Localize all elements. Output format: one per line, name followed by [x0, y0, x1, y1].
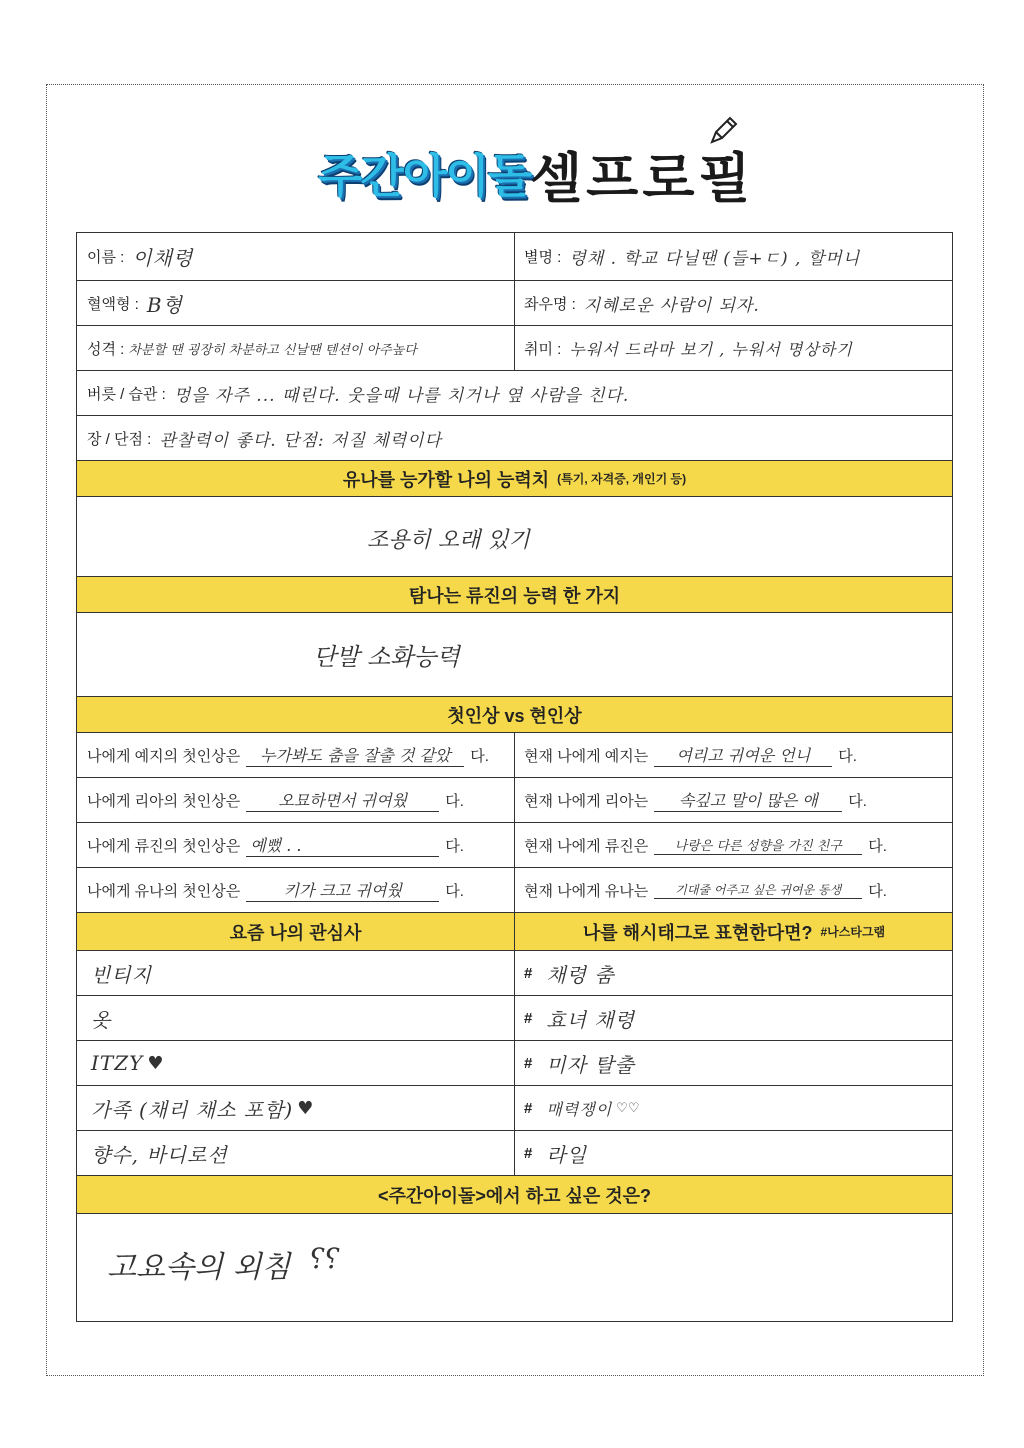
hashtag-value: 라일	[546, 1142, 587, 1167]
motto-label: 좌우명 :	[524, 295, 576, 313]
page-title: 셀프로필	[530, 146, 755, 210]
hash-symbol: #	[524, 964, 533, 982]
blood-label: 혈액형 :	[87, 295, 139, 313]
first-impression-value: 누가봐도 춤을 잘출 것 같았	[246, 743, 464, 767]
interest-item: ITZY	[91, 1051, 144, 1075]
name-value: 이채령	[132, 246, 194, 270]
now-impression-suffix: 다.	[848, 792, 867, 810]
first-impression-value: 오묘하면서 귀여웠	[246, 788, 439, 812]
heart-icon: ♥	[297, 1097, 314, 1119]
hobby-value: 누워서 드라마 보기 , 누워서 명상하기	[569, 339, 853, 359]
hashtag-value: 매력쟁이	[546, 1099, 613, 1119]
name-label: 이름 :	[87, 249, 125, 266]
interest-row	[77, 1041, 952, 1086]
interest-item: 향수, 바디로션	[91, 1142, 228, 1167]
interest-item: 가족 (채리 채소 포함)	[91, 1097, 294, 1122]
want-value: 단발 소화능력	[313, 643, 460, 671]
nickname-value: 령채 . 학교 다닐땐 (들+ㄷ) , 할머니	[569, 249, 861, 269]
wish-title: <주간아이돌>에서 하고 싶은 것은?	[377, 1185, 652, 1206]
pros-value: 관찰력이 좋다. 단점: 저질 체력이다	[159, 430, 442, 451]
first-impression-value: 키가 크고 귀여웠	[246, 878, 439, 902]
impression-row	[77, 823, 952, 868]
impression-banner	[77, 697, 952, 733]
hash-symbol: #	[524, 1054, 533, 1072]
impression-row	[77, 868, 952, 913]
question-marks: ⸮⸮	[309, 1242, 340, 1275]
row-personality	[77, 326, 952, 371]
now-impression-value: 나랑은 다른 성향을 가진 친구	[654, 835, 862, 855]
now-impression-suffix: 다.	[868, 837, 887, 855]
interest-item: 빈티지	[91, 962, 152, 987]
hash-symbol: #	[524, 1009, 533, 1027]
row-pros-cons	[77, 416, 952, 461]
want-answer	[77, 613, 952, 697]
habit-label: 버릇 / 습관 :	[87, 385, 166, 403]
interest-item: 옷	[91, 1007, 112, 1032]
now-impression-prefix: 현재 나에게 유나는	[524, 882, 649, 900]
want-title: 탐나는 류진의 능력 한 가지	[408, 585, 621, 606]
interests-hashtag-banner	[77, 913, 952, 951]
profile-form	[76, 232, 953, 1322]
first-impression-value: 예뻤 . .	[246, 833, 439, 857]
motto-value: 지혜로운 사람이 되자.	[583, 295, 760, 316]
ability-note: (특기, 자격증, 개인기 등)	[557, 472, 687, 486]
interest-row	[77, 1131, 952, 1176]
hashtag-title: 나를 해시태그로 표현한다면?	[582, 922, 813, 943]
interest-row	[77, 951, 952, 996]
first-impression-suffix: 다.	[445, 792, 464, 810]
row-blood	[77, 281, 952, 326]
personality-label: 성격 :	[87, 340, 125, 358]
now-impression-value: 여리고 귀여운 언니	[654, 743, 832, 767]
now-impression-prefix: 현재 나에게 리아는	[524, 792, 649, 810]
weekly-idol-logo	[318, 138, 530, 208]
now-impression-suffix: 다.	[838, 747, 857, 765]
interests-title: 요즘 나의 관심사	[229, 922, 362, 943]
now-impression-prefix: 현재 나에게 예지는	[524, 747, 649, 765]
hash-symbol: #	[524, 1144, 533, 1162]
now-impression-value: 속깊고 말이 많은 애	[654, 788, 842, 812]
now-impression-suffix: 다.	[868, 882, 887, 900]
first-impression-prefix: 나에게 유나의 첫인상은	[87, 882, 241, 900]
header	[0, 118, 1024, 218]
want-banner	[77, 577, 952, 613]
first-impression-prefix: 나에게 류진의 첫인상은	[87, 837, 241, 855]
wish-answer	[77, 1214, 952, 1320]
heart-icon: ♥	[147, 1052, 164, 1074]
row-habit	[77, 371, 952, 416]
hash-symbol: #	[524, 1099, 533, 1117]
ability-title: 유나를 능가할 나의 능력치	[342, 469, 550, 490]
heart-icon: ♡♡	[616, 1100, 640, 1116]
first-impression-suffix: 다.	[445, 837, 464, 855]
pros-label: 장 / 단점 :	[87, 430, 152, 448]
row-name	[77, 233, 952, 281]
personality-value: 차분할 땐 굉장히 차분하고 신날땐 텐션이 아주높다	[128, 342, 417, 358]
ability-banner	[77, 461, 952, 497]
wish-value: 고요속의 외침	[107, 1250, 291, 1285]
hashtag-value: 효녀 채령	[546, 1007, 635, 1032]
pencil-icon	[704, 112, 740, 148]
interest-row	[77, 1086, 952, 1131]
hashtag-value: 채령 춤	[546, 962, 615, 987]
first-impression-suffix: 다.	[445, 882, 464, 900]
impression-row	[77, 733, 952, 778]
logo-part2: 아이돌	[402, 149, 531, 203]
blood-value: B형	[146, 292, 183, 317]
nickname-label: 별명 :	[524, 249, 562, 266]
impression-row	[77, 778, 952, 823]
now-impression-value: 기대줄 어주고 싶은 귀여운 동생	[654, 881, 862, 899]
hobby-label: 취미 :	[524, 340, 562, 358]
habit-value: 멍을 자주 ... 때린다. 웃을때 나를 치거나 옆 사람을 친다.	[173, 385, 630, 406]
wish-banner	[77, 1176, 952, 1214]
ability-answer	[77, 497, 952, 577]
first-impression-suffix: 다.	[470, 747, 489, 765]
first-impression-prefix: 나에게 예지의 첫인상은	[87, 747, 241, 765]
first-impression-prefix: 나에게 리아의 첫인상은	[87, 792, 241, 810]
logo-part1: 주간	[318, 149, 403, 203]
interest-row	[77, 996, 952, 1041]
impression-title: 첫인상 vs 현인상	[447, 705, 582, 726]
ability-value: 조용히 오래 있기	[367, 528, 530, 553]
now-impression-prefix: 현재 나에게 류진은	[524, 837, 649, 855]
hashtag-note: #나스타그램	[820, 925, 886, 939]
hashtag-value: 미자 탈출	[546, 1052, 635, 1077]
